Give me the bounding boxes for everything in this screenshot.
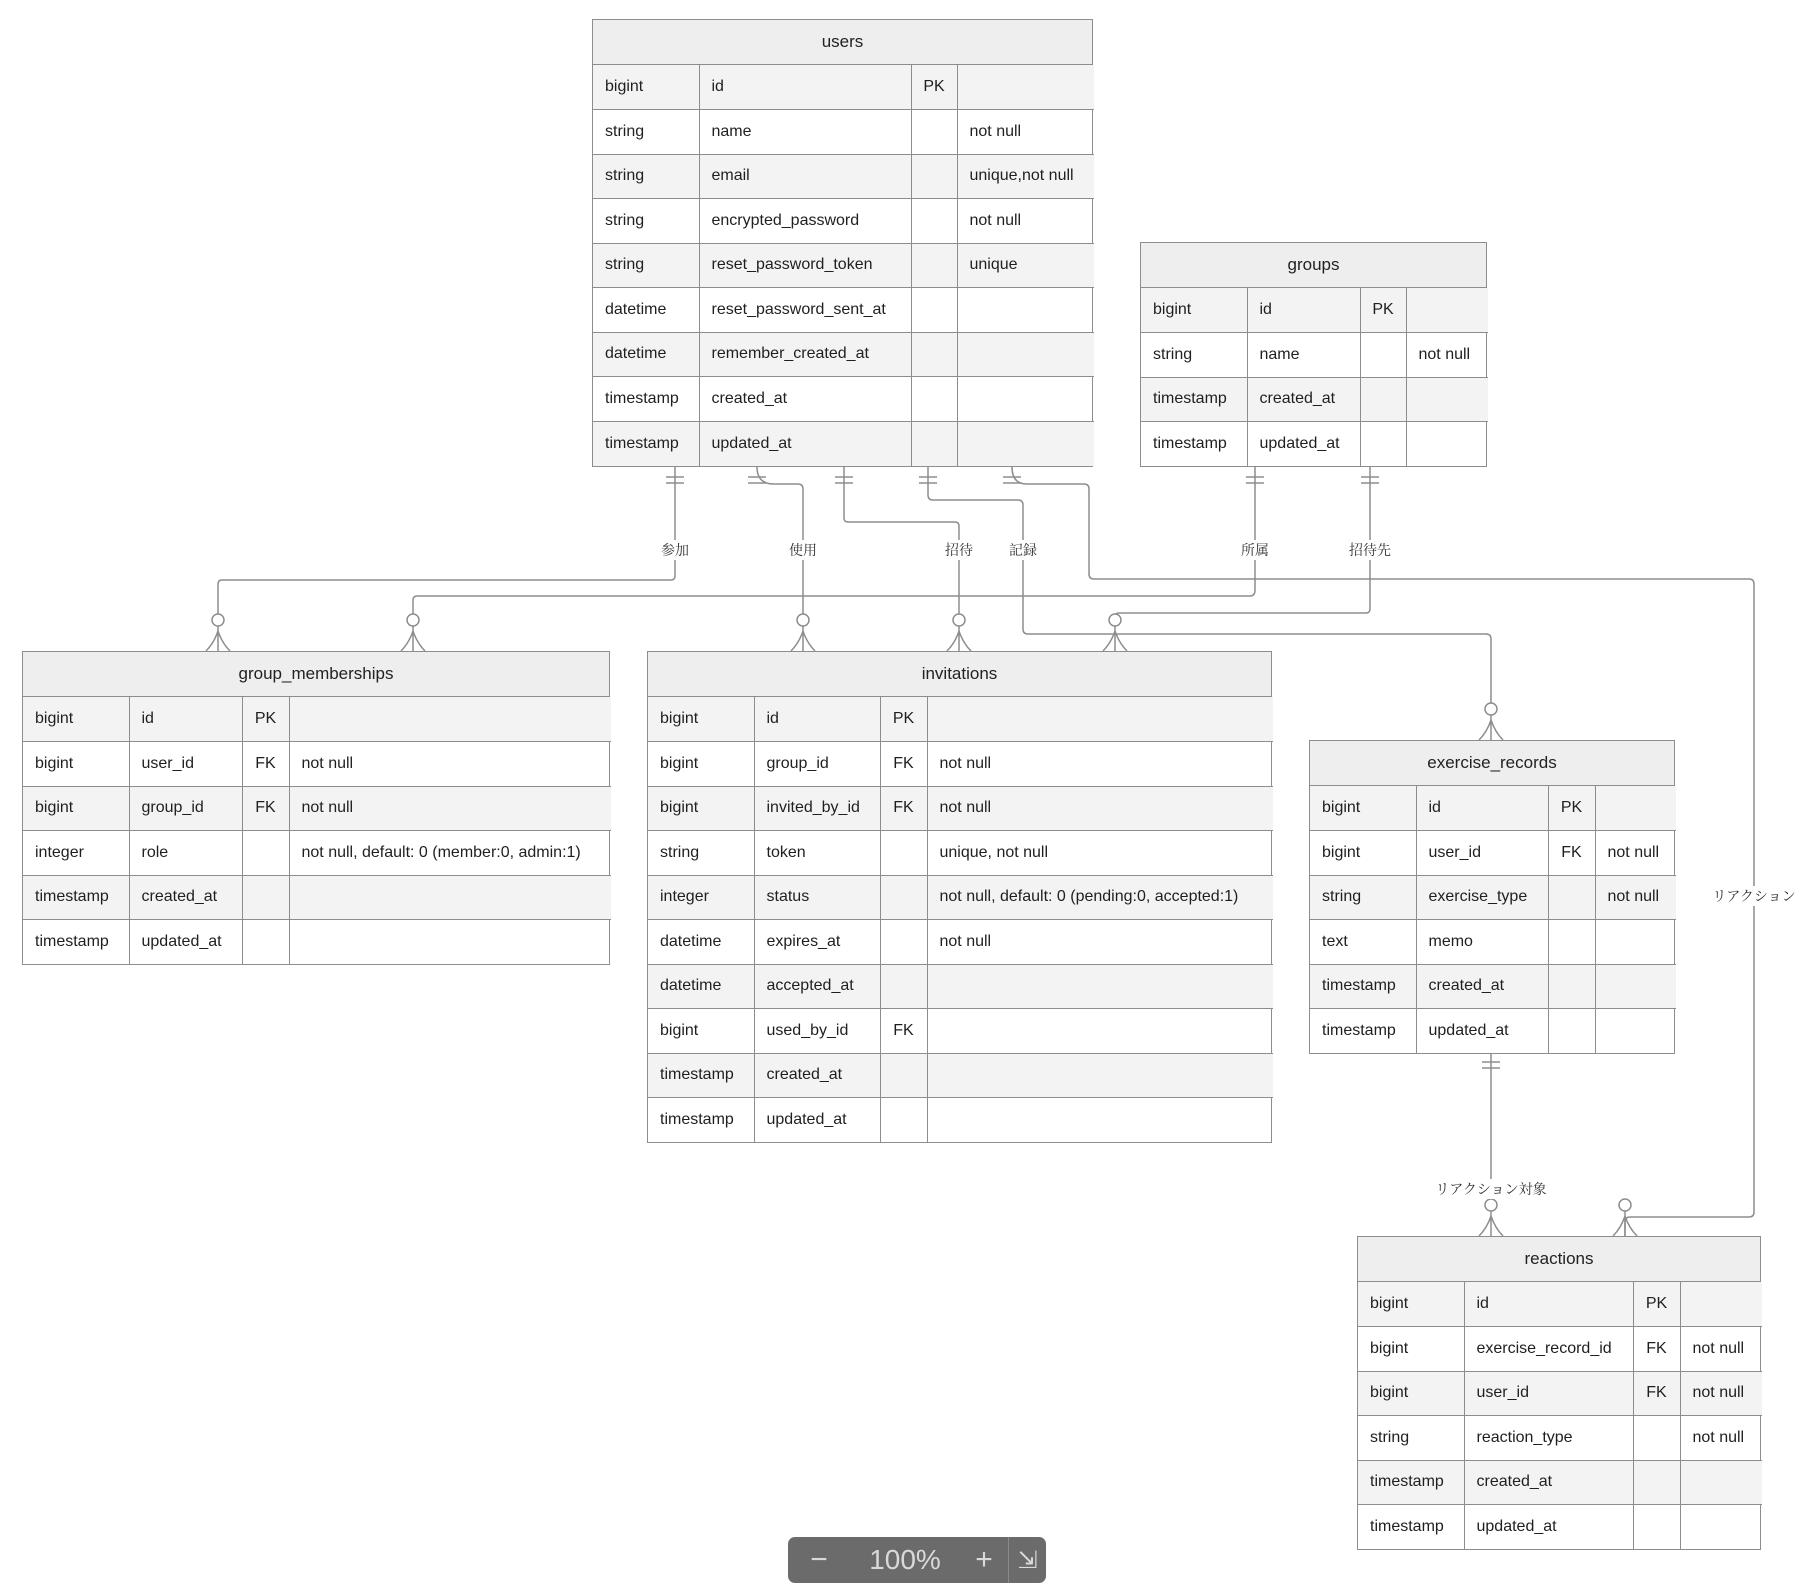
- column-type: datetime: [648, 920, 754, 965]
- column-name: name: [699, 110, 911, 155]
- column-key: FK: [1633, 1371, 1680, 1416]
- entity-users[interactable]: [592, 19, 1093, 467]
- relationship-reaction-many-marker: [1613, 1211, 1637, 1236]
- column-row: [593, 332, 1094, 377]
- column-type: string: [593, 243, 699, 288]
- column-name: name: [1247, 333, 1360, 378]
- column-type: bigint: [1141, 288, 1247, 333]
- column-key: PK: [1633, 1282, 1680, 1327]
- column-constraint: not null: [957, 199, 1094, 244]
- column-row: [593, 288, 1094, 333]
- relationship-participate-many-marker: [206, 626, 230, 651]
- column-row: [1141, 333, 1488, 378]
- column-key: [242, 831, 289, 876]
- column-key: [1360, 422, 1406, 467]
- column-name: created_at: [129, 875, 242, 920]
- entity-title: group_memberships: [23, 652, 609, 697]
- relationship-reaction-target-zero-marker: [1485, 1199, 1497, 1211]
- column-name: accepted_at: [754, 964, 880, 1009]
- column-name: reset_password_sent_at: [699, 288, 911, 333]
- column-key: [880, 875, 927, 920]
- column-key: [880, 920, 927, 965]
- column-type: bigint: [648, 742, 754, 787]
- column-type: integer: [648, 875, 754, 920]
- column-row: [23, 875, 611, 920]
- column-type: timestamp: [593, 377, 699, 422]
- column-constraint: [927, 1098, 1273, 1143]
- column-type: bigint: [1310, 831, 1416, 876]
- column-row: [1310, 920, 1676, 965]
- column-name: encrypted_password: [699, 199, 911, 244]
- column-constraint: [957, 332, 1094, 377]
- column-name: updated_at: [129, 920, 242, 965]
- column-key: [911, 243, 957, 288]
- relationship-use-zero-marker: [797, 614, 809, 626]
- column-row: [1358, 1282, 1762, 1327]
- column-name: group_id: [754, 742, 880, 787]
- column-name: id: [1464, 1282, 1633, 1327]
- column-row: [648, 1053, 1273, 1098]
- column-type: text: [1310, 920, 1416, 965]
- column-name: created_at: [1416, 964, 1548, 1009]
- column-type: datetime: [648, 964, 754, 1009]
- column-name: id: [699, 65, 911, 110]
- column-constraint: [1680, 1460, 1762, 1505]
- column-key: FK: [1633, 1327, 1680, 1372]
- column-row: [1358, 1416, 1762, 1461]
- zoom-in-button[interactable]: +: [975, 1543, 993, 1576]
- column-row: [1141, 422, 1488, 467]
- column-row: [1141, 288, 1488, 333]
- column-constraint: not null, default: 0 (member:0, admin:1): [289, 831, 611, 876]
- column-constraint: not null: [1595, 875, 1676, 920]
- column-key: FK: [242, 742, 289, 787]
- column-constraint: [1406, 377, 1488, 422]
- column-constraint: [1595, 1009, 1676, 1054]
- entity-groups[interactable]: [1140, 242, 1487, 467]
- relationship-reaction-target-label: リアクション対象: [1432, 1179, 1549, 1199]
- column-key: [911, 332, 957, 377]
- column-row: [1358, 1371, 1762, 1416]
- column-key: PK: [242, 697, 289, 742]
- column-name: used_by_id: [754, 1009, 880, 1054]
- column-key: FK: [880, 786, 927, 831]
- column-row: [648, 1009, 1273, 1054]
- column-constraint: [927, 964, 1273, 1009]
- column-constraint: not null: [289, 786, 611, 831]
- column-name: email: [699, 154, 911, 199]
- column-key: [911, 199, 957, 244]
- column-key: [880, 964, 927, 1009]
- column-name: updated_at: [1416, 1009, 1548, 1054]
- column-name: group_id: [129, 786, 242, 831]
- column-row: [1358, 1505, 1762, 1550]
- relationship-use-label: 使用: [786, 540, 820, 560]
- column-type: timestamp: [648, 1098, 754, 1143]
- column-key: [1360, 333, 1406, 378]
- column-key: PK: [911, 65, 957, 110]
- column-constraint: not null, default: 0 (pending:0, accepted:1): [927, 875, 1273, 920]
- relationship-belong-line: [413, 467, 1255, 620]
- column-row: [23, 831, 611, 876]
- column-name: id: [129, 697, 242, 742]
- relationship-invite-target-many-marker: [1103, 626, 1127, 651]
- column-constraint: [957, 377, 1094, 422]
- column-constraint: [1680, 1282, 1762, 1327]
- column-type: bigint: [648, 786, 754, 831]
- column-key: [1360, 377, 1406, 422]
- relationship-reaction-target-many-marker: [1479, 1211, 1503, 1236]
- column-type: integer: [23, 831, 129, 876]
- column-type: bigint: [23, 742, 129, 787]
- column-constraint: unique: [957, 243, 1094, 288]
- column-constraint: not null: [927, 920, 1273, 965]
- column-constraint: not null: [1680, 1327, 1762, 1372]
- column-name: created_at: [754, 1053, 880, 1098]
- column-constraint: [289, 920, 611, 965]
- column-constraint: [1406, 288, 1488, 333]
- column-row: [648, 920, 1273, 965]
- column-constraint: [927, 697, 1273, 742]
- column-key: [1633, 1505, 1680, 1550]
- column-name: reset_password_token: [699, 243, 911, 288]
- column-type: string: [1358, 1416, 1464, 1461]
- column-key: FK: [880, 742, 927, 787]
- column-row: [648, 697, 1273, 742]
- column-type: timestamp: [1141, 422, 1247, 467]
- column-constraint: not null: [289, 742, 611, 787]
- column-constraint: unique,not null: [957, 154, 1094, 199]
- column-type: timestamp: [593, 421, 699, 466]
- column-type: bigint: [23, 786, 129, 831]
- column-row: [648, 875, 1273, 920]
- entity-exercise-records[interactable]: [1309, 740, 1675, 1054]
- entity-title: exercise_records: [1310, 741, 1674, 786]
- entity-reactions[interactable]: [1357, 1236, 1761, 1550]
- relationship-reaction-zero-marker: [1619, 1199, 1631, 1211]
- column-name: exercise_record_id: [1464, 1327, 1633, 1372]
- column-type: bigint: [1358, 1327, 1464, 1372]
- column-key: [911, 421, 957, 466]
- column-key: [1548, 875, 1595, 920]
- column-row: [1310, 964, 1676, 1009]
- column-row: [648, 786, 1273, 831]
- column-key: [242, 920, 289, 965]
- zoom-level-label: 100%: [869, 1544, 941, 1575]
- column-constraint: not null: [1595, 831, 1676, 876]
- column-key: [880, 1098, 927, 1143]
- column-key: [242, 875, 289, 920]
- column-name: user_id: [129, 742, 242, 787]
- column-type: timestamp: [1358, 1505, 1464, 1550]
- relationship-record-label: 記録: [1006, 540, 1040, 560]
- relationship-participate-line: [218, 467, 675, 620]
- column-type: string: [593, 110, 699, 155]
- column-type: timestamp: [1310, 964, 1416, 1009]
- column-key: [880, 831, 927, 876]
- column-constraint: [1680, 1505, 1762, 1550]
- column-name: user_id: [1464, 1371, 1633, 1416]
- column-type: timestamp: [23, 920, 129, 965]
- column-name: id: [1416, 786, 1548, 831]
- relationship-record-many-marker: [1479, 715, 1503, 740]
- column-key: FK: [242, 786, 289, 831]
- entity-title: users: [593, 20, 1092, 65]
- column-constraint: not null: [1680, 1371, 1762, 1416]
- column-name: user_id: [1416, 831, 1548, 876]
- column-row: [1141, 377, 1488, 422]
- relationship-invite-many-marker: [947, 626, 971, 651]
- zoom-out-button[interactable]: −: [810, 1543, 828, 1576]
- column-type: string: [593, 154, 699, 199]
- column-constraint: not null: [1406, 333, 1488, 378]
- entity-title: reactions: [1358, 1237, 1760, 1282]
- column-type: timestamp: [648, 1053, 754, 1098]
- column-name: id: [754, 697, 880, 742]
- column-name: updated_at: [1247, 422, 1360, 467]
- column-row: [1358, 1327, 1762, 1372]
- column-name: created_at: [699, 377, 911, 422]
- column-row: [1310, 831, 1676, 876]
- column-type: timestamp: [1358, 1460, 1464, 1505]
- column-constraint: [1595, 964, 1676, 1009]
- column-row: [1310, 875, 1676, 920]
- column-name: token: [754, 831, 880, 876]
- column-constraint: [1595, 786, 1676, 831]
- column-constraint: [957, 288, 1094, 333]
- relationship-belong-label: 所属: [1238, 540, 1272, 560]
- column-constraint: not null: [1680, 1416, 1762, 1461]
- entity-group-memberships[interactable]: [22, 651, 610, 965]
- column-name: id: [1247, 288, 1360, 333]
- column-constraint: [1595, 920, 1676, 965]
- column-constraint: not null: [927, 742, 1273, 787]
- column-name: exercise_type: [1416, 875, 1548, 920]
- column-name: role: [129, 831, 242, 876]
- relationship-reaction-label: リアクション: [1709, 886, 1796, 906]
- column-name: remember_created_at: [699, 332, 911, 377]
- column-type: bigint: [1358, 1371, 1464, 1416]
- column-row: [593, 110, 1094, 155]
- column-type: bigint: [23, 697, 129, 742]
- column-row: [593, 377, 1094, 422]
- column-key: [911, 288, 957, 333]
- zoom-toolbar: [788, 1537, 1046, 1583]
- column-key: [1633, 1460, 1680, 1505]
- column-row: [648, 964, 1273, 1009]
- column-key: [1548, 1009, 1595, 1054]
- column-constraint: unique, not null: [927, 831, 1273, 876]
- column-type: timestamp: [23, 875, 129, 920]
- relationship-invite-label: 招待: [942, 540, 976, 560]
- column-key: PK: [1360, 288, 1406, 333]
- column-name: invited_by_id: [754, 786, 880, 831]
- column-row: [23, 920, 611, 965]
- column-constraint: [289, 697, 611, 742]
- column-row: [23, 742, 611, 787]
- column-row: [648, 742, 1273, 787]
- relationship-participate-label: 参加: [658, 540, 692, 560]
- column-key: [911, 154, 957, 199]
- column-name: created_at: [1247, 377, 1360, 422]
- column-type: string: [648, 831, 754, 876]
- column-name: reaction_type: [1464, 1416, 1633, 1461]
- column-row: [593, 243, 1094, 288]
- column-constraint: not null: [957, 110, 1094, 155]
- column-type: timestamp: [1310, 1009, 1416, 1054]
- column-constraint: [957, 65, 1094, 110]
- column-type: bigint: [648, 697, 754, 742]
- column-row: [1310, 786, 1676, 831]
- fit-to-screen-icon[interactable]: ⇲: [1017, 1546, 1038, 1574]
- column-row: [593, 154, 1094, 199]
- column-type: bigint: [1310, 786, 1416, 831]
- column-type: string: [1141, 333, 1247, 378]
- column-key: [1548, 964, 1595, 1009]
- column-constraint: [957, 421, 1094, 466]
- column-name: updated_at: [754, 1098, 880, 1143]
- relationship-invite-zero-marker: [953, 614, 965, 626]
- column-constraint: not null: [927, 786, 1273, 831]
- column-row: [593, 65, 1094, 110]
- relationship-belong-zero-marker: [407, 614, 419, 626]
- column-row: [593, 199, 1094, 244]
- relationship-invite-target-label: 招待先: [1346, 540, 1394, 560]
- column-row: [648, 1098, 1273, 1143]
- column-key: FK: [1548, 831, 1595, 876]
- column-row: [648, 831, 1273, 876]
- column-name: status: [754, 875, 880, 920]
- column-constraint: [927, 1053, 1273, 1098]
- relationship-invite-target-zero-marker: [1109, 614, 1121, 626]
- column-constraint: [1406, 422, 1488, 467]
- column-key: [1548, 920, 1595, 965]
- column-constraint: [289, 875, 611, 920]
- column-key: [911, 377, 957, 422]
- column-type: string: [593, 199, 699, 244]
- entity-title: invitations: [648, 652, 1271, 697]
- column-name: expires_at: [754, 920, 880, 965]
- column-row: [593, 421, 1094, 466]
- column-row: [1310, 1009, 1676, 1054]
- column-row: [23, 786, 611, 831]
- column-name: updated_at: [699, 421, 911, 466]
- column-name: memo: [1416, 920, 1548, 965]
- relationship-use-many-marker: [791, 626, 815, 651]
- column-key: [1633, 1416, 1680, 1461]
- column-row: [23, 697, 611, 742]
- column-name: created_at: [1464, 1460, 1633, 1505]
- entity-invitations[interactable]: [647, 651, 1272, 1143]
- column-type: datetime: [593, 288, 699, 333]
- column-type: bigint: [593, 65, 699, 110]
- column-key: PK: [880, 697, 927, 742]
- column-key: [880, 1053, 927, 1098]
- column-row: [1358, 1460, 1762, 1505]
- column-name: updated_at: [1464, 1505, 1633, 1550]
- column-type: string: [1310, 875, 1416, 920]
- column-key: PK: [1548, 786, 1595, 831]
- column-type: datetime: [593, 332, 699, 377]
- relationship-record-zero-marker: [1485, 703, 1497, 715]
- column-key: FK: [880, 1009, 927, 1054]
- column-type: bigint: [1358, 1282, 1464, 1327]
- relationship-participate-zero-marker: [212, 614, 224, 626]
- column-type: bigint: [648, 1009, 754, 1054]
- entity-title: groups: [1141, 243, 1486, 288]
- column-key: [911, 110, 957, 155]
- column-constraint: [927, 1009, 1273, 1054]
- column-type: timestamp: [1141, 377, 1247, 422]
- relationship-belong-many-marker: [401, 626, 425, 651]
